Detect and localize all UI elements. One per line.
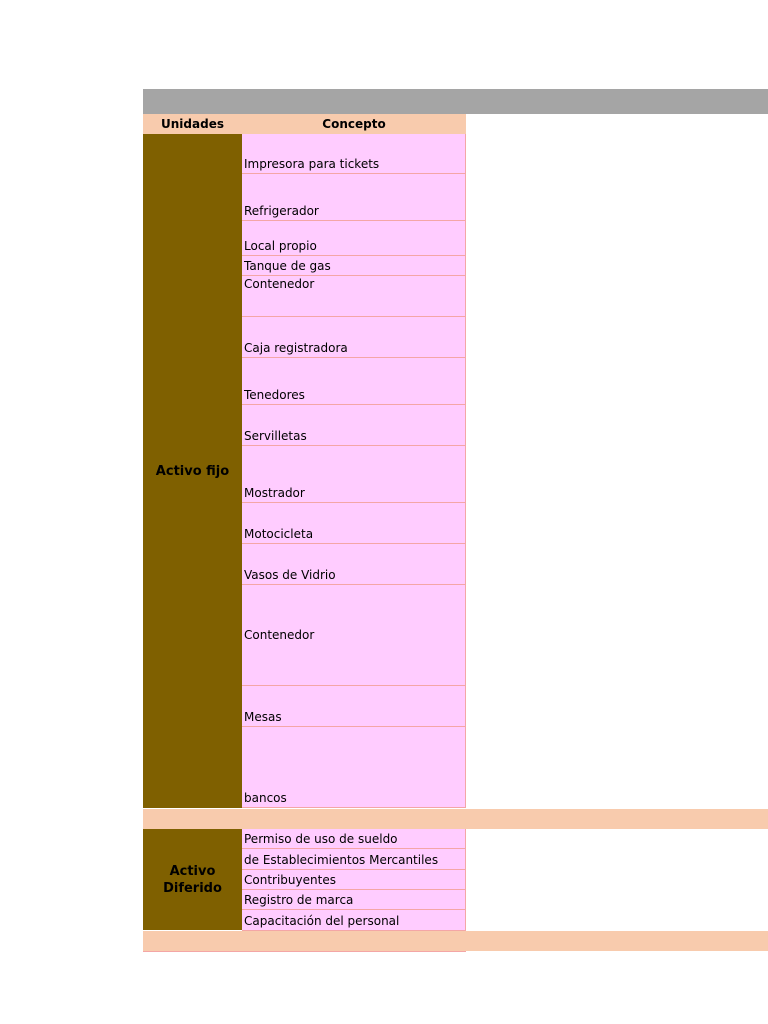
table-cell-item: Tanque de gas	[242, 256, 466, 276]
table-cell-item: de Establecimientos Mercantiles	[242, 849, 466, 870]
header-units: Unidades	[161, 117, 224, 131]
table-cell-item: Contenedor	[242, 585, 466, 686]
table-cell-item: Mostrador	[242, 446, 466, 503]
title-bar	[143, 89, 768, 114]
table-cell-item: Servilletas	[242, 405, 466, 446]
table-cell-item: Refrigerador	[242, 174, 466, 221]
table-cell-item: bancos	[242, 727, 466, 808]
table-cell-item: Motocicleta	[242, 503, 466, 544]
category-activo-diferido: Activo Diferido	[143, 829, 242, 930]
table-cell-item: Capacitación del personal	[242, 910, 466, 931]
section-separator	[143, 809, 768, 829]
table-cell-item: Impresora para tickets	[242, 134, 466, 174]
table-cell-item: Vasos de Vidrio	[242, 544, 466, 585]
table-cell-item: Local propio	[242, 221, 466, 256]
bottom-border	[143, 951, 466, 952]
table-cell-item: Tenedores	[242, 358, 466, 405]
category-activo-fijo: Activo fijo	[143, 134, 242, 808]
table-cell-item: Permiso de uso de sueldo	[242, 829, 466, 849]
table-cell-item: Contribuyentes	[242, 870, 466, 890]
table-cell-item: Mesas	[242, 686, 466, 727]
section-separator	[143, 931, 768, 951]
header-concept: Concepto	[322, 117, 386, 131]
table-header	[143, 114, 466, 134]
table-cell-item: Contenedor	[242, 276, 466, 317]
table-cell-item: Registro de marca	[242, 890, 466, 910]
table-cell-item: Caja registradora	[242, 317, 466, 358]
